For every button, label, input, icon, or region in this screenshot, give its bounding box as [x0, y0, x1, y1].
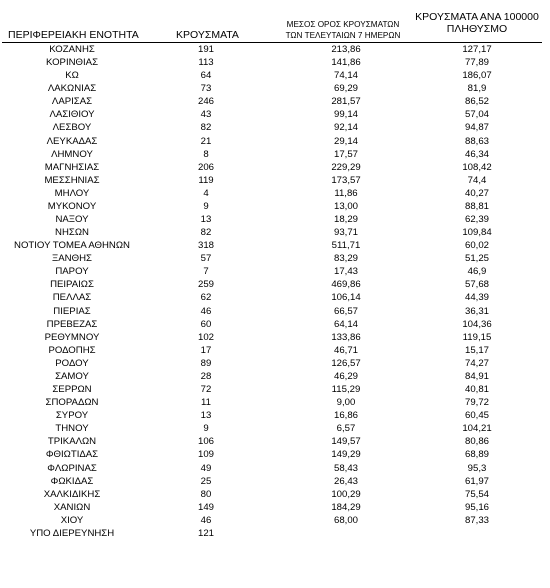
table-row — [0, 95, 550, 108]
cell-seven-day-average: 17,43 — [333, 266, 358, 278]
cell-per-100000: 36,31 — [464, 305, 489, 317]
cell-region: ΠΕΛΛΑΣ — [52, 292, 92, 304]
cell-cases: 62 — [200, 292, 212, 304]
cell-seven-day-average: 511,71 — [331, 240, 361, 252]
table-row — [0, 174, 550, 187]
cell-per-100000: 74,27 — [464, 357, 489, 369]
cell-region: ΜΥΚΟΝΟΥ — [47, 200, 97, 212]
cell-cases: 80 — [200, 488, 212, 500]
cell-region: ΠΑΡΟΥ — [55, 266, 89, 278]
cell-cases: 21 — [200, 135, 212, 147]
cell-region: ΚΩ — [65, 70, 79, 82]
header-per-line2: ΠΛΗΘΥΣΜΟ — [446, 23, 508, 35]
table-row — [0, 56, 550, 69]
table-row — [0, 187, 550, 200]
cell-region: ΚΟΖΑΝΗΣ — [49, 44, 95, 55]
cell-region: ΣΕΡΡΩΝ — [52, 384, 92, 396]
cell-cases: 121 — [197, 527, 214, 539]
cell-cases: 46 — [200, 514, 212, 526]
cell-per-100000: 62,39 — [464, 214, 489, 226]
cell-per-100000: 60,45 — [464, 410, 489, 422]
cell-cases: 82 — [200, 122, 212, 134]
header-avg-line2: ΤΩΝ ΤΕΛΕΥΤΑΙΩΝ 7 ΗΜΕΡΩΝ — [285, 31, 401, 40]
cell-region: ΛΑΡΙΣΑΣ — [51, 96, 93, 108]
cell-region: ΦΩΚΙΔΑΣ — [50, 475, 94, 487]
cell-per-100000: 79,72 — [464, 397, 489, 409]
cell-per-100000: 75,54 — [464, 488, 489, 500]
cell-cases: 43 — [200, 109, 212, 121]
cell-cases: 246 — [197, 96, 214, 108]
cell-per-100000: 109,84 — [462, 227, 492, 239]
cell-region: ΧΙΟΥ — [60, 514, 84, 526]
cell-region: ΣΑΜΟΥ — [55, 370, 89, 382]
table-row — [0, 43, 550, 56]
cell-per-100000: 94,87 — [464, 122, 489, 134]
cell-region: ΧΑΝΙΩΝ — [53, 501, 91, 513]
cell-seven-day-average: 213,86 — [331, 44, 361, 55]
cell-region: ΠΡΕΒΕΖΑΣ — [46, 318, 98, 330]
table-row — [0, 396, 550, 409]
cell-seven-day-average: 99,14 — [333, 109, 358, 121]
cell-per-100000: 40,81 — [464, 384, 489, 396]
cell-cases: 4 — [203, 187, 209, 199]
cell-seven-day-average: 74,14 — [333, 70, 358, 82]
cell-cases: 13 — [200, 214, 212, 226]
cell-seven-day-average: 149,29 — [331, 449, 361, 461]
cell-cases: 206 — [197, 161, 214, 173]
cell-seven-day-average: 58,43 — [333, 462, 358, 474]
cell-region: ΚΟΡΙΝΘΙΑΣ — [45, 57, 99, 69]
cell-region: ΦΛΩΡΙΝΑΣ — [47, 462, 97, 474]
cell-cases: 73 — [200, 83, 212, 95]
cell-per-100000: 186,07 — [462, 70, 492, 82]
cell-region: ΛΕΥΚΑΔΑΣ — [46, 135, 98, 147]
cell-region: ΡΟΔΟΠΗΣ — [48, 344, 96, 356]
cell-cases: 60 — [200, 318, 212, 330]
cell-per-100000: 44,39 — [464, 292, 489, 304]
cell-region: ΜΗΛΟΥ — [54, 187, 90, 199]
cell-seven-day-average: 141,86 — [331, 57, 361, 69]
cell-cases: 28 — [200, 370, 212, 382]
table-row — [0, 383, 550, 396]
cell-region: ΛΑΚΩΝΙΑΣ — [47, 83, 97, 95]
cell-region: ΤΗΝΟΥ — [55, 423, 89, 435]
cell-seven-day-average: 16,86 — [333, 410, 358, 422]
cell-region: ΧΑΛΚΙΔΙΚΗΣ — [43, 488, 101, 500]
table-row — [0, 514, 550, 527]
header-avg-line1: ΜΕΣΟΣ ΟΡΟΣ ΚΡΟΥΣΜΑΤΩΝ — [286, 20, 400, 29]
cell-seven-day-average: 11,86 — [334, 187, 358, 199]
header-seven-day-average — [274, 19, 412, 41]
cell-region: ΛΕΣΒΟΥ — [52, 122, 92, 134]
cell-cases: 109 — [197, 449, 214, 461]
table-row — [0, 69, 550, 82]
cell-cases: 8 — [203, 148, 209, 160]
cell-per-100000: 57,68 — [464, 279, 489, 291]
cell-region: ΝΑΞΟΥ — [55, 214, 89, 226]
table-row — [0, 370, 550, 383]
cell-per-100000: 87,33 — [464, 514, 489, 526]
cell-cases: 102 — [197, 331, 214, 343]
table-row — [0, 278, 550, 291]
cell-region: ΣΠΟΡΑΔΩΝ — [45, 397, 99, 409]
cell-per-100000: 77,89 — [464, 57, 489, 69]
table-row — [0, 108, 550, 121]
cell-seven-day-average: 106,14 — [331, 292, 361, 304]
cell-cases: 106 — [197, 436, 214, 448]
cell-cases: 49 — [200, 462, 212, 474]
cell-per-100000: 61,97 — [464, 475, 489, 487]
cell-per-100000: 88,81 — [464, 200, 489, 212]
table-row — [0, 305, 550, 318]
cell-per-100000: 80,86 — [464, 436, 489, 448]
cell-per-100000: 108,42 — [462, 161, 492, 173]
cell-seven-day-average: 69,29 — [333, 83, 358, 95]
cell-seven-day-average: 29,14 — [333, 135, 358, 147]
cell-region: ΛΗΜΝΟΥ — [51, 148, 93, 160]
cell-seven-day-average: 133,86 — [331, 331, 361, 343]
cell-cases: 82 — [200, 227, 212, 239]
table-row — [0, 135, 550, 148]
table-header — [0, 0, 550, 42]
cell-seven-day-average: 13,00 — [333, 200, 358, 212]
table-row — [0, 331, 550, 344]
cell-cases: 259 — [197, 279, 214, 291]
cell-cases: 46 — [200, 305, 212, 317]
table-row — [0, 161, 550, 174]
cell-seven-day-average: 66,57 — [333, 305, 358, 317]
cell-seven-day-average: 126,57 — [331, 357, 361, 369]
cell-region: ΞΑΝΘΗΣ — [52, 253, 92, 265]
table-row — [0, 422, 550, 435]
table-row — [0, 82, 550, 95]
table-row — [0, 265, 550, 278]
table-row — [0, 501, 550, 514]
cell-region: ΛΑΣΙΘΙΟΥ — [49, 109, 95, 121]
cell-region: ΜΕΣΣΗΝΙΑΣ — [44, 174, 100, 186]
cell-region: ΥΠΟ ΔΙΕΡΕΥΝΗΣΗ — [29, 527, 115, 539]
cell-region: ΠΙΕΡΙΑΣ — [53, 305, 91, 317]
table-row — [0, 357, 550, 370]
table-row — [0, 475, 550, 488]
cell-cases: 149 — [197, 501, 214, 513]
cell-seven-day-average: 281,57 — [331, 96, 361, 108]
cell-region: ΡΕΘΥΜΝΟΥ — [44, 331, 100, 343]
table-row — [0, 148, 550, 161]
table-row — [0, 462, 550, 475]
cell-per-100000: 104,21 — [462, 423, 492, 435]
table-body — [0, 43, 550, 540]
cell-cases: 191 — [197, 44, 214, 55]
table-row — [0, 291, 550, 304]
cell-per-100000: 88,63 — [464, 135, 489, 147]
cell-seven-day-average: 173,57 — [331, 174, 361, 186]
table-row — [0, 527, 550, 540]
cell-seven-day-average: 83,29 — [333, 253, 358, 265]
cell-per-100000: 81,9 — [467, 83, 487, 95]
cell-cases: 9 — [203, 423, 209, 435]
cell-seven-day-average: 46,71 — [333, 344, 358, 356]
cell-seven-day-average: 115,29 — [331, 384, 361, 396]
cell-cases: 25 — [200, 475, 212, 487]
cell-seven-day-average: 184,29 — [331, 501, 361, 513]
cell-per-100000: 15,17 — [464, 344, 489, 356]
table-row — [0, 448, 550, 461]
cell-cases: 113 — [198, 57, 214, 69]
cell-cases: 9 — [203, 200, 209, 212]
cell-per-100000: 57,04 — [464, 109, 489, 121]
cell-seven-day-average: 149,57 — [331, 436, 361, 448]
table-row — [0, 200, 550, 213]
cell-per-100000: 84,91 — [464, 370, 489, 382]
cell-cases: 64 — [200, 70, 212, 82]
table-row — [0, 435, 550, 448]
cell-region: ΣΥΡΟΥ — [55, 410, 89, 422]
cell-cases: 72 — [200, 384, 212, 396]
cell-per-100000: 104,36 — [462, 318, 492, 330]
cell-per-100000: 46,9 — [467, 266, 487, 278]
cell-region: ΠΕΙΡΑΙΩΣ — [50, 279, 94, 291]
cell-per-100000: 119,15 — [462, 331, 492, 343]
table-row — [0, 252, 550, 265]
cell-region: ΜΑΓΝΗΣΙΑΣ — [44, 161, 100, 173]
cell-seven-day-average: 68,00 — [333, 514, 358, 526]
cell-seven-day-average: 6,57 — [336, 423, 356, 435]
table-row — [0, 318, 550, 331]
cell-per-100000: 86,52 — [464, 96, 489, 108]
table-row — [0, 488, 550, 501]
table-row — [0, 239, 550, 252]
cell-per-100000: 95,3 — [467, 462, 487, 474]
header-cases: ΚΡΟΥΣΜΑΤΑ — [176, 29, 239, 41]
cell-region: ΡΟΔΟΥ — [55, 357, 89, 369]
cell-cases: 13 — [200, 410, 212, 422]
cell-per-100000: 127,17 — [462, 44, 492, 55]
cell-per-100000: 40,27 — [464, 187, 489, 199]
cell-per-100000: 51,25 — [464, 253, 489, 265]
cell-cases: 119 — [198, 174, 214, 186]
cell-seven-day-average: 46,29 — [333, 370, 358, 382]
cell-region: ΤΡΙΚΑΛΩΝ — [47, 436, 97, 448]
cell-seven-day-average: 100,29 — [331, 488, 361, 500]
cell-seven-day-average: 17,57 — [333, 148, 358, 160]
cell-per-100000: 95,16 — [464, 501, 489, 513]
table-row — [0, 121, 550, 134]
header-per-line1: ΚΡΟΥΣΜΑΤΑ ΑΝΑ 100000 — [415, 11, 539, 23]
table-row — [0, 344, 550, 357]
cell-seven-day-average: 18,29 — [333, 214, 358, 226]
cell-seven-day-average: 229,29 — [331, 161, 361, 173]
cell-region: ΝΟΤΙΟΥ ΤΟΜΕΑ ΑΘΗΝΩΝ — [14, 240, 130, 252]
cell-region: ΝΗΣΩΝ — [55, 227, 89, 239]
table-row — [0, 226, 550, 239]
cell-cases: 318 — [197, 240, 214, 252]
cell-seven-day-average: 26,43 — [333, 475, 358, 487]
cell-seven-day-average: 469,86 — [331, 279, 361, 291]
header-per-100000 — [407, 11, 547, 35]
cell-cases: 11 — [201, 397, 211, 409]
cell-region: ΦΘΙΩΤΙΔΑΣ — [45, 449, 99, 461]
cell-cases: 7 — [203, 266, 209, 278]
cell-cases: 89 — [200, 357, 212, 369]
cell-cases: 57 — [200, 253, 212, 265]
cell-per-100000: 46,34 — [464, 148, 489, 160]
cell-per-100000: 68,89 — [464, 449, 489, 461]
cell-seven-day-average: 92,14 — [333, 122, 358, 134]
cell-cases: 17 — [200, 344, 212, 356]
cell-seven-day-average: 64,14 — [333, 318, 358, 330]
cell-per-100000: 74,4 — [467, 174, 487, 186]
cell-per-100000: 60,02 — [464, 240, 489, 252]
cell-seven-day-average: 93,71 — [333, 227, 358, 239]
table-row — [0, 213, 550, 226]
header-region: ΠΕΡΙΦΕΡΕΙΑΚΗ ΕΝΟΤΗΤΑ — [8, 29, 139, 41]
table-row — [0, 409, 550, 422]
cell-seven-day-average: 9,00 — [336, 397, 356, 409]
